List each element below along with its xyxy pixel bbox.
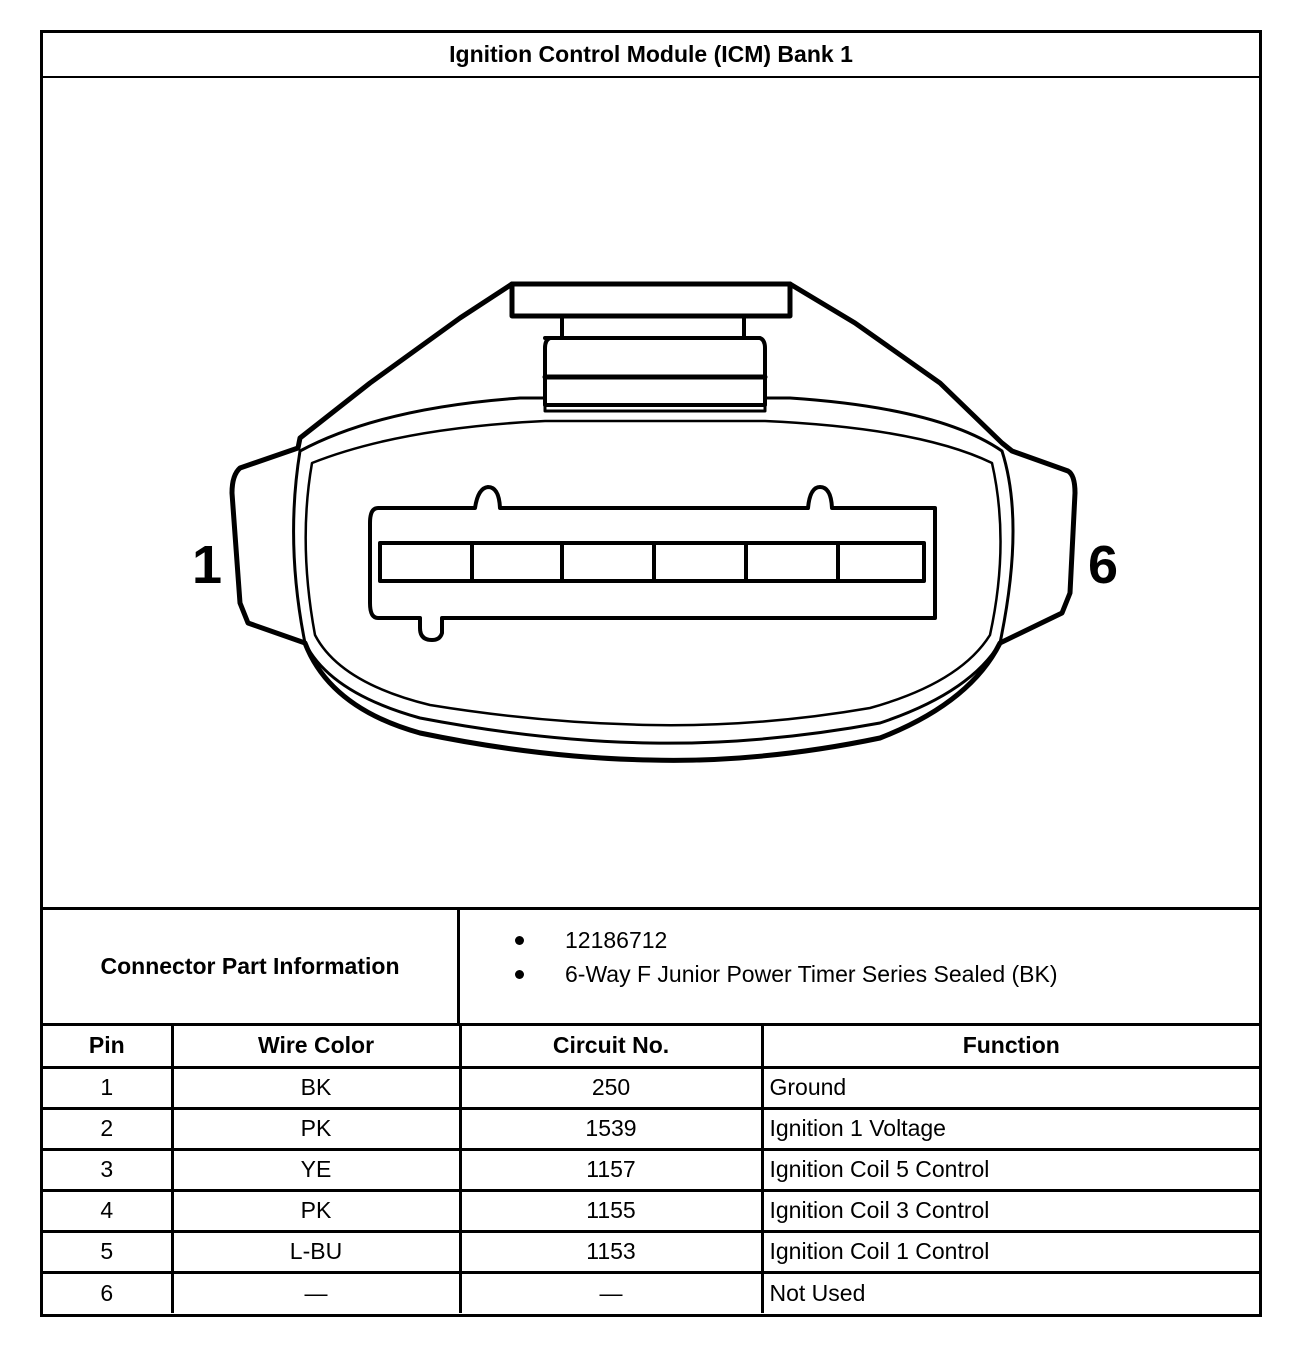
bullet-icon bbox=[515, 936, 524, 945]
cell-function: Ignition Coil 3 Control bbox=[762, 1190, 1259, 1231]
table-row bbox=[43, 1272, 1259, 1313]
header-circuit: Circuit No. bbox=[460, 1026, 762, 1067]
connector-description: 6-Way F Junior Power Timer Series Sealed (BK) bbox=[565, 961, 1058, 987]
connector-part-information bbox=[43, 910, 1259, 1026]
part-info-label: Connector Part Information bbox=[43, 910, 460, 1023]
cell-pin: 3 bbox=[43, 1149, 172, 1190]
cell-pin: 1 bbox=[43, 1067, 172, 1108]
table-row bbox=[43, 1108, 1259, 1149]
cavity-3 bbox=[562, 543, 654, 581]
cell-wire-color: PK bbox=[172, 1108, 460, 1149]
pinout-table bbox=[43, 1026, 1259, 1313]
page-title: Ignition Control Module (ICM) Bank 1 bbox=[43, 33, 1259, 78]
cell-circuit: 1153 bbox=[460, 1231, 762, 1272]
header-pin: Pin bbox=[43, 1026, 172, 1067]
cavity-5 bbox=[746, 543, 838, 581]
connector-face-drawing bbox=[0, 3, 1312, 913]
cell-circuit: 250 bbox=[460, 1067, 762, 1108]
part-number: 12186712 bbox=[565, 927, 668, 953]
cavity-1 bbox=[380, 543, 472, 581]
part-info-item bbox=[515, 957, 1058, 991]
bullet-icon bbox=[515, 970, 524, 979]
part-info-item bbox=[515, 923, 1058, 957]
table-header-row bbox=[43, 1026, 1259, 1067]
latch-body bbox=[545, 338, 765, 405]
cell-function: Ground bbox=[762, 1067, 1259, 1108]
cell-wire-color: L-BU bbox=[172, 1231, 460, 1272]
table-row bbox=[43, 1067, 1259, 1108]
connector-sheet bbox=[40, 30, 1262, 1317]
terminal-cavities bbox=[380, 543, 924, 581]
connector-diagram bbox=[43, 78, 1259, 910]
cavity-2 bbox=[472, 543, 562, 581]
cell-function: Ignition Coil 5 Control bbox=[762, 1149, 1259, 1190]
latch-top-tab bbox=[512, 284, 790, 316]
cell-pin: 6 bbox=[43, 1272, 172, 1313]
cell-circuit: 1539 bbox=[460, 1108, 762, 1149]
cell-circuit: 1157 bbox=[460, 1149, 762, 1190]
table-row bbox=[43, 1231, 1259, 1272]
header-function: Function bbox=[762, 1026, 1259, 1067]
cavity-6 bbox=[838, 543, 924, 581]
cell-wire-color: BK bbox=[172, 1067, 460, 1108]
cell-circuit: — bbox=[460, 1272, 762, 1313]
cavity-4 bbox=[654, 543, 746, 581]
table-row bbox=[43, 1190, 1259, 1231]
part-info-list bbox=[515, 923, 1058, 991]
cell-function: Not Used bbox=[769, 1279, 866, 1306]
cell-wire-color: PK bbox=[172, 1190, 460, 1231]
table-row bbox=[43, 1149, 1259, 1190]
cell-wire-color: YE bbox=[172, 1149, 460, 1190]
connector-outer-shell bbox=[232, 284, 1075, 760]
cell-pin: 5 bbox=[43, 1231, 172, 1272]
header-wire-color: Wire Color bbox=[172, 1026, 460, 1067]
cell-circuit: 1155 bbox=[460, 1190, 762, 1231]
cell-function: Ignition 1 Voltage bbox=[762, 1108, 1259, 1149]
cell-wire-color: — bbox=[172, 1272, 460, 1313]
cell-pin: 4 bbox=[43, 1190, 172, 1231]
pin-1-label: 1 bbox=[191, 535, 223, 595]
cell-function: Ignition Coil 1 Control bbox=[762, 1231, 1259, 1272]
cell-pin: 2 bbox=[43, 1108, 172, 1149]
part-info-list-cell bbox=[460, 910, 1259, 1023]
pin-6-label: 6 bbox=[1087, 535, 1119, 595]
